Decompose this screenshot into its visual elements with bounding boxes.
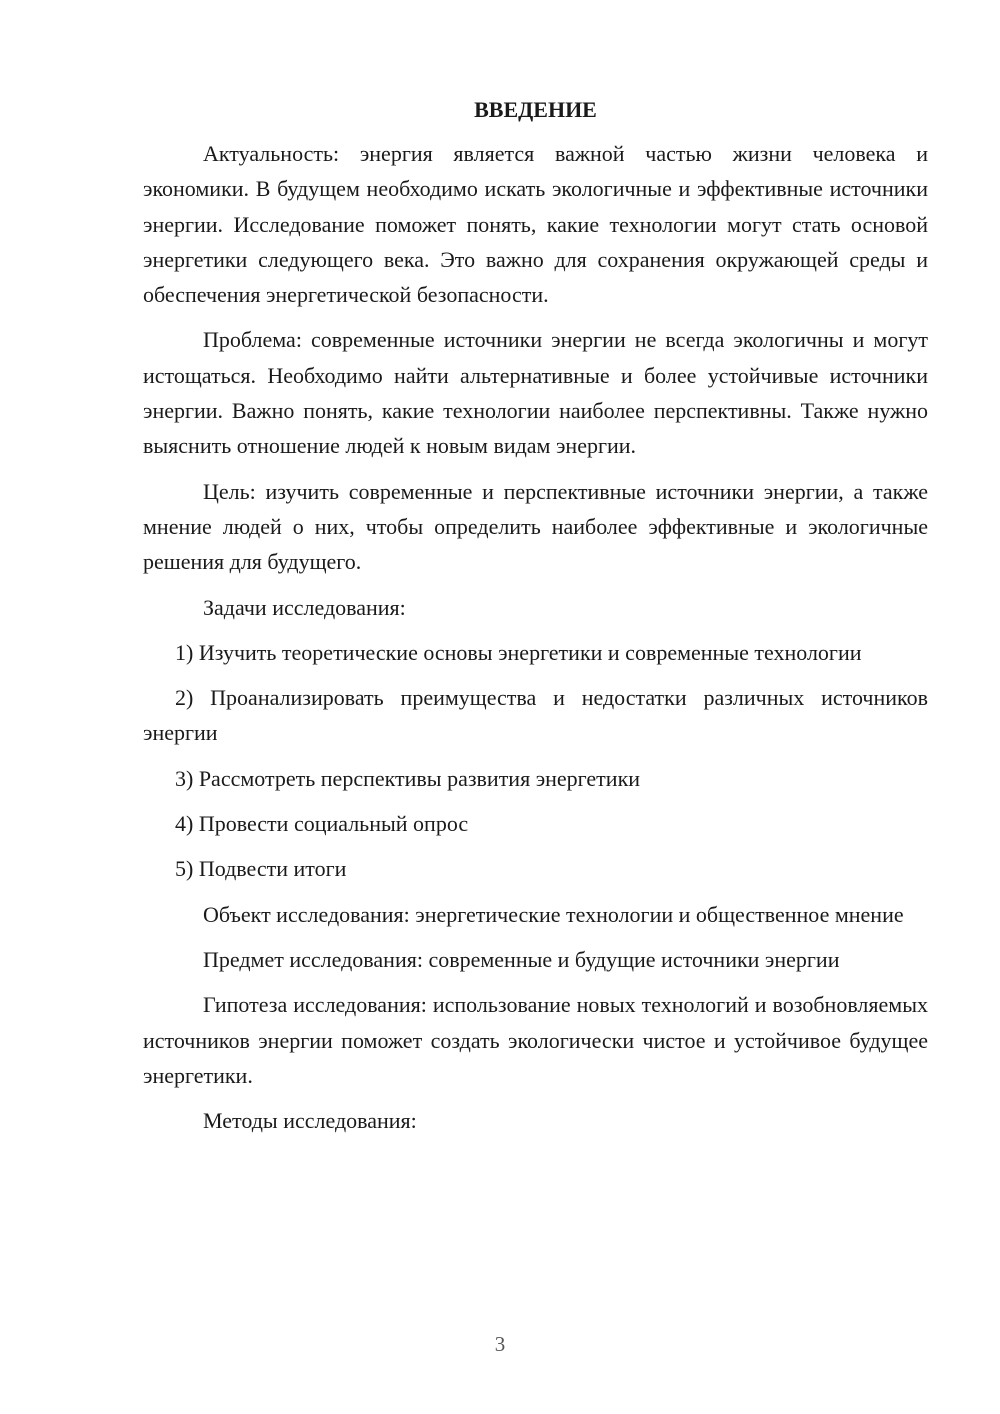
hypothesis-paragraph: Гипотеза исследования: использование новых технологий и возобновляемых источников энергии поможет создать экологически чистое и устойчивое будущее энергетики. — [143, 992, 928, 1088]
page-number: 3 — [494, 1332, 506, 1356]
section-heading: ВВЕДЕНИЕ — [474, 97, 597, 122]
methods-heading: Методы исследования: — [203, 1108, 417, 1134]
subject-paragraph: Предмет исследования: современные и будущие источники энергии — [203, 946, 840, 972]
task-item-5: 5) Подвести итоги — [175, 856, 347, 882]
task-item-3: 3) Рассмотреть перспективы развития энергетики — [175, 765, 641, 791]
document-page — [143, 96, 928, 1148]
task-item-4: 4) Провести социальный опрос — [175, 811, 469, 837]
object-paragraph: Объект исследования: энергетические технологии и общественное мнение — [203, 901, 904, 927]
tasks-heading: Задачи исследования: — [203, 594, 406, 620]
goal-paragraph: Цель: изучить современные и перспективные источники энергии, а также мнение людей о них, чтобы определить наиболее эффективные и экологичные решения для будущего. — [143, 478, 928, 575]
problem-paragraph: Проблема: современные источники энергии не всегда экологичны и могут истощаться. Необходимо найти альтернативные и более устойчивые источники энергии. Важно понять, какие технологии наиболее перспективны. Также нужно выяснить отношение людей к новым видам энергии. — [143, 327, 928, 459]
task-item-1: 1) Изучить теоретические основы энергетики и современные технологии — [175, 639, 862, 665]
task-item-2: 2) Проанализировать преимущества и недостатки различных источников энергии — [143, 685, 928, 746]
relevance-paragraph: Актуальность: энергия является важной частью жизни человека и экономики. В будущем необходимо искать экологичные и эффективные источники энергии. Исследование поможет понять, какие технологии могут стать основой энергетики следующего века. Это важно для сохранения окружающей среды и обеспечения энергетической безопасности. — [143, 141, 928, 308]
